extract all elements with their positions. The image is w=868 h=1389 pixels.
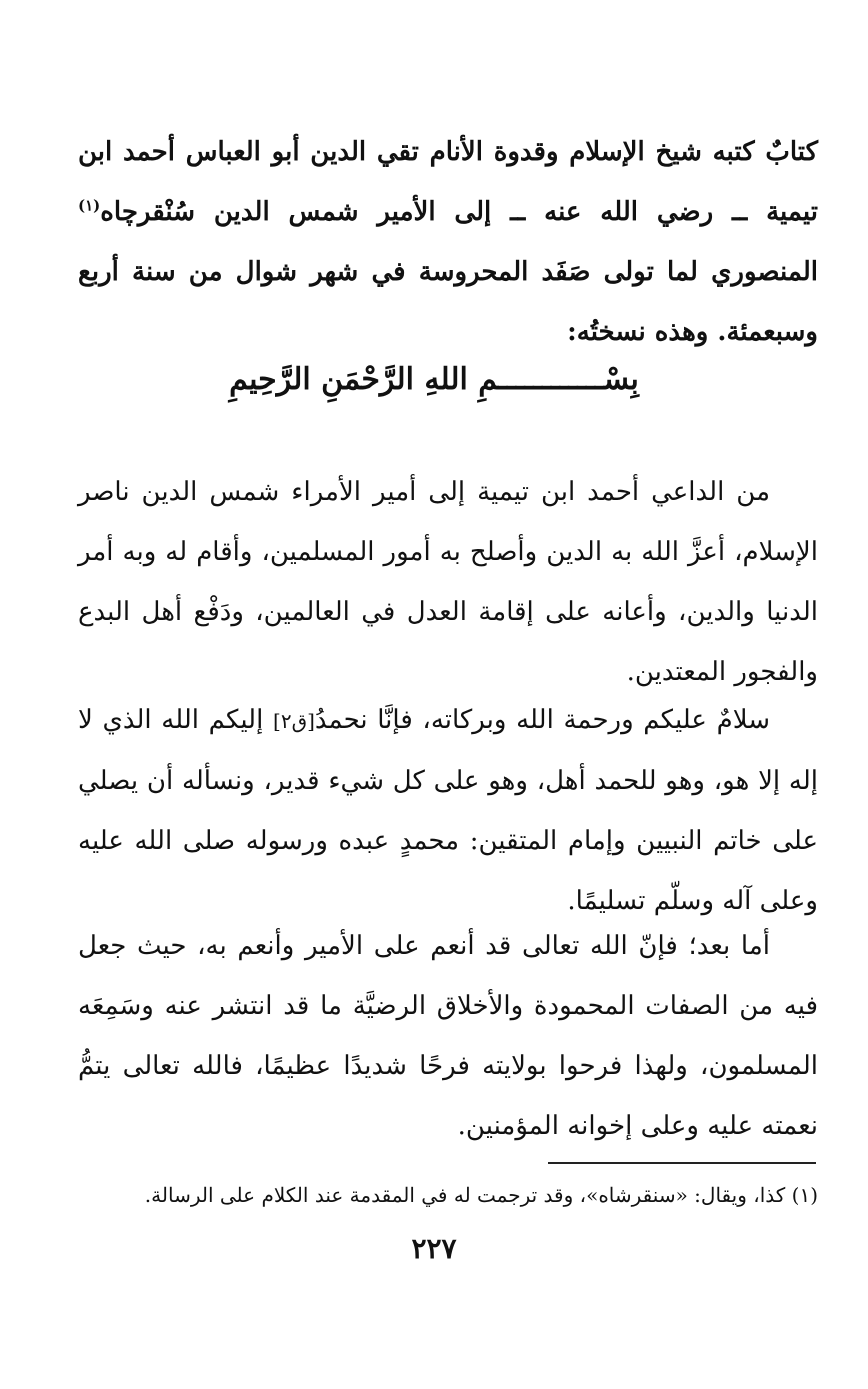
heading-text-continued: المنصوري لما تولى صَفَد المحروسة في شهر شوال من سنة أربع وسبعمئة. وهذه نسختُه: <box>78 257 818 347</box>
manuscript-folio-ref: [ق٢] <box>273 709 315 733</box>
footnote: (١) كذا، ويقال: «سنقرشاه»، وقد ترجمت له في المقدمة عند الكلام على الرسالة. <box>144 1183 818 1207</box>
paragraph-greeting-text: سلامٌ عليكم ورحمة الله وبركاته، فإنَّا نحمدُ <box>314 705 770 735</box>
paragraph-salutation-text: من الداعي أحمد ابن تيمية إلى أمير الأمراء شمس الدين ناصر الإسلام، أعزَّ الله به الدين وأصلح به أمور المسلمين، وأقام له وبه أمر الدنيا والدين، وأعانه على إقامة العدل في العالمين، ودَفْع أهل البدع والفجور المعتدين. <box>78 477 818 687</box>
footnote-divider <box>548 1162 816 1164</box>
paragraph-salutation <box>78 462 818 702</box>
paragraph-body <box>78 916 818 1156</box>
heading-text: كتابٌ كتبه شيخ الإسلام وقدوة الأنام تقي الدين أبو العباس أحمد ابن تيمية ــ رضي الله عنه ــ إلى الأمير شمس الدين سُنْقرچاه <box>78 137 818 227</box>
letter-heading <box>78 122 818 362</box>
paragraph-body-text: أما بعد؛ فإنّ الله تعالى قد أنعم على الأمير وأنعم به، حيث جعل فيه من الصفات المحمودة والأخلاق الرضيَّة ما قد انتشر عنه وسَمِعَه المسلمون، ولهذا فرحوا بولايته فرحًا شديدًا عظيمًا، فالله تعالى يتمُّ نعمته عليه وعلى إخوانه المؤمنين. <box>78 931 818 1141</box>
basmala: بِسْــــــــــــمِ اللهِ الرَّحْمَنِ الرَّحِيمِ <box>229 362 639 397</box>
paragraph-greeting-text-continued: إليكم الله الذي لا إله إلا هو، وهو للحمد أهل، وهو على كل شيء قدير، ونسأله أن يصلي على خاتم النبيين وإمام المتقين: محمدٍ عبده ورسوله صلى الله عليه وعلى آله وسلّم تسليمًا. <box>78 705 818 916</box>
paragraph-greeting <box>78 690 818 931</box>
footnote-marker: (١) <box>78 196 101 215</box>
page-number: ٢٢٧ <box>411 1232 457 1265</box>
